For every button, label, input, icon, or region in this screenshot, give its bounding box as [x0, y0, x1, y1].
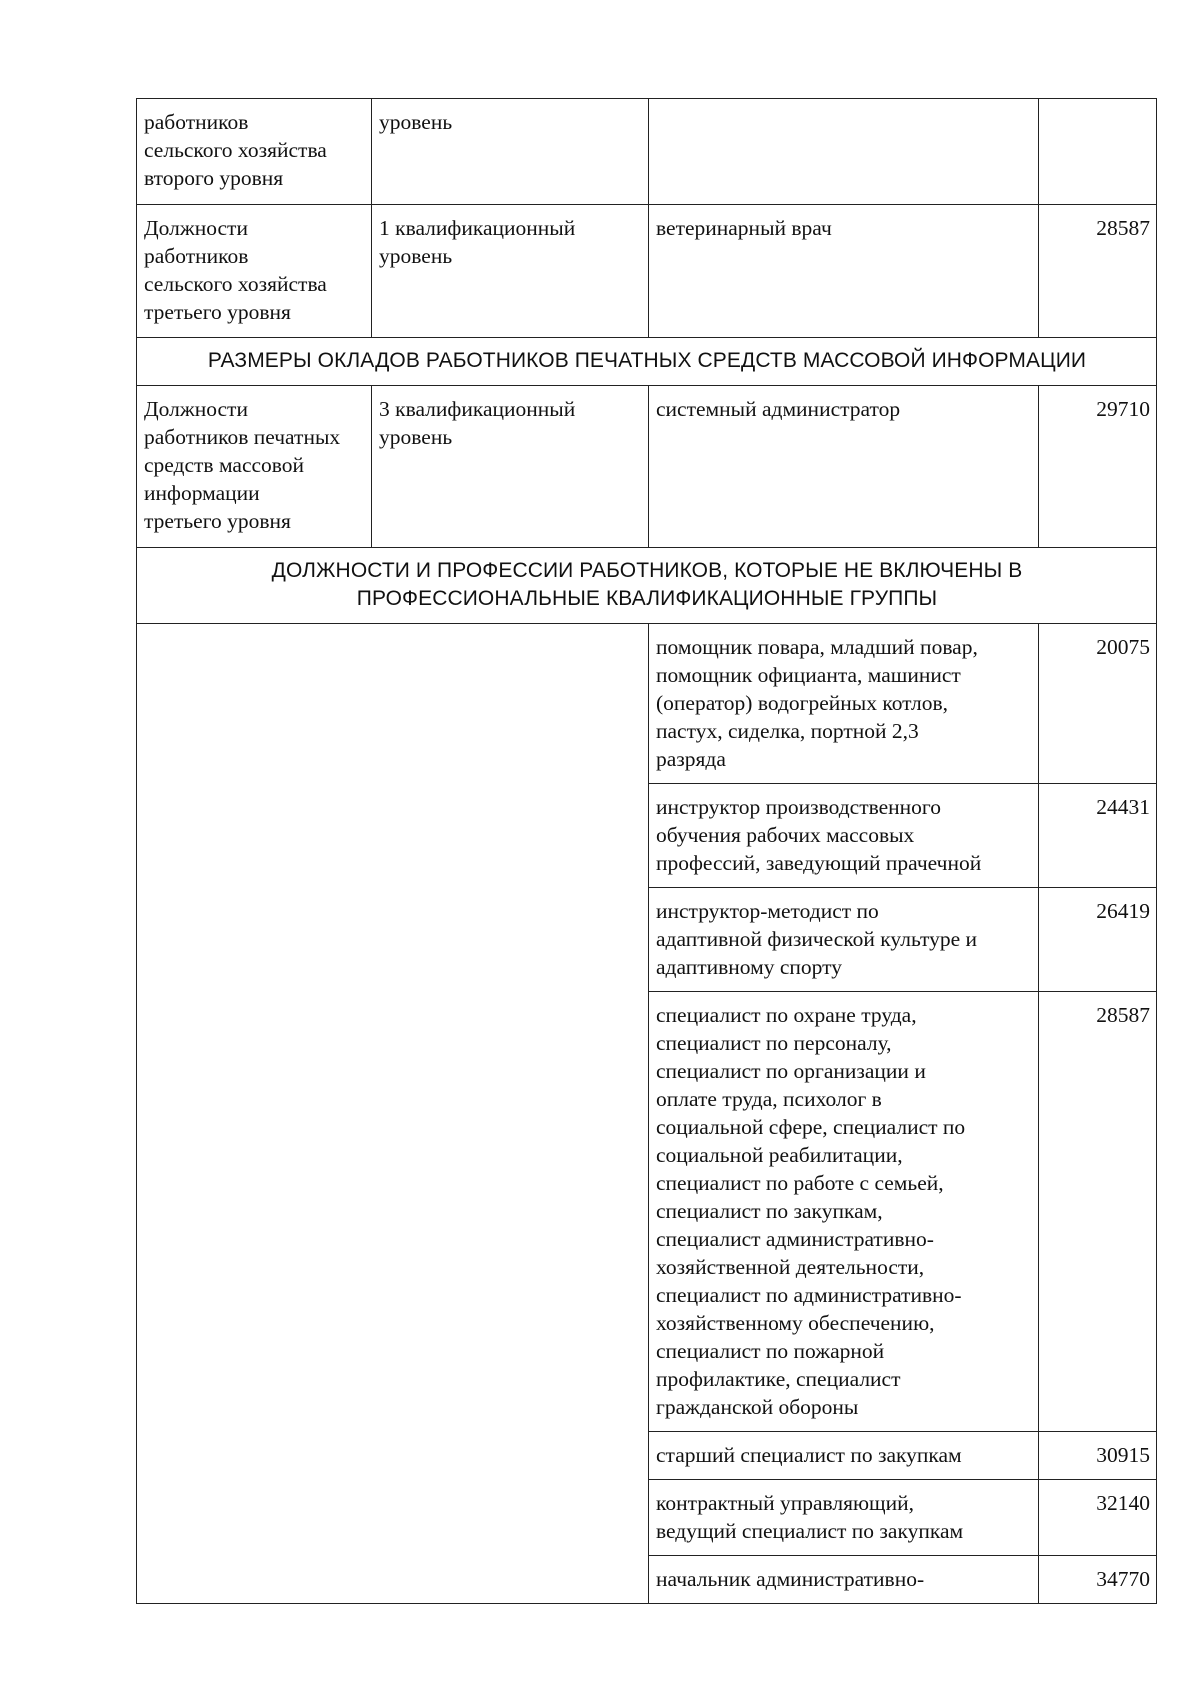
table-row: [137, 386, 1157, 548]
salary-cell: 20075: [1039, 624, 1157, 784]
section-header-row: [137, 548, 1157, 624]
position-cell: инструктор производственного обучения рабочих массовых профессий, заведующий прачечной: [649, 784, 1039, 888]
section-header-row: [137, 338, 1157, 386]
position-cell: контрактный управляющий, ведущий специалист по закупкам: [649, 1480, 1039, 1556]
table-row: [137, 99, 1157, 205]
level-cell: 1 квалификационный уровень: [372, 205, 649, 338]
salary-cell: 34770: [1039, 1556, 1157, 1604]
position-cell: ветеринарный врач: [649, 205, 1039, 338]
document-page: [136, 98, 1156, 1604]
section-heading: РАЗМЕРЫ ОКЛАДОВ РАБОТНИКОВ ПЕЧАТНЫХ СРЕДСТВ МАССОВОЙ ИНФОРМАЦИИ: [137, 338, 1157, 386]
level-cell: 3 квалификационный уровень: [372, 386, 649, 548]
table-row: [137, 624, 1157, 784]
table-row: [137, 205, 1157, 338]
position-cell: старший специалист по закупкам: [649, 1432, 1039, 1480]
position-cell: [649, 99, 1039, 205]
level-cell: уровень: [372, 99, 649, 205]
position-cell: специалист по охране труда, специалист по персоналу, специалист по организации и оплате труда, психолог в социальной сфере, специалист по социальной реабилитации, специалист по работе с семьей, специалист по закупкам, специалист административно- хозяйственной деятельности, специалист по административно- хозяйственному обеспечению, специалист по пожарной профилактике, специалист гражданской обороны: [649, 992, 1039, 1432]
salary-cell: 28587: [1039, 992, 1157, 1432]
group-cell: Должности работников печатных средств массовой информации третьего уровня: [137, 386, 372, 548]
salary-cell: [1039, 99, 1157, 205]
position-cell: системный администратор: [649, 386, 1039, 548]
section-heading: ДОЛЖНОСТИ И ПРОФЕССИИ РАБОТНИКОВ, КОТОРЫЕ НЕ ВКЛЮЧЕНЫ В ПРОФЕССИОНАЛЬНЫЕ КВАЛИФИКАЦИОННЫЕ ГРУППЫ: [137, 548, 1157, 624]
salary-cell: 24431: [1039, 784, 1157, 888]
group-cell: Должности работников сельского хозяйства третьего уровня: [137, 205, 372, 338]
position-cell: помощник повара, младший повар, помощник официанта, машинист (оператор) водогрейных котлов, пастух, сиделка, портной 2,3 разряда: [649, 624, 1039, 784]
salary-table: [136, 98, 1157, 1604]
salary-cell: 29710: [1039, 386, 1157, 548]
salary-cell: 26419: [1039, 888, 1157, 992]
salary-cell: 30915: [1039, 1432, 1157, 1480]
position-cell: начальник административно-: [649, 1556, 1039, 1604]
salary-cell: 32140: [1039, 1480, 1157, 1556]
salary-cell: 28587: [1039, 205, 1157, 338]
position-cell: инструктор-методист по адаптивной физической культуре и адаптивному спорту: [649, 888, 1039, 992]
group-cell: работников сельского хозяйства второго уровня: [137, 99, 372, 205]
empty-merged-cell: [137, 624, 649, 1604]
